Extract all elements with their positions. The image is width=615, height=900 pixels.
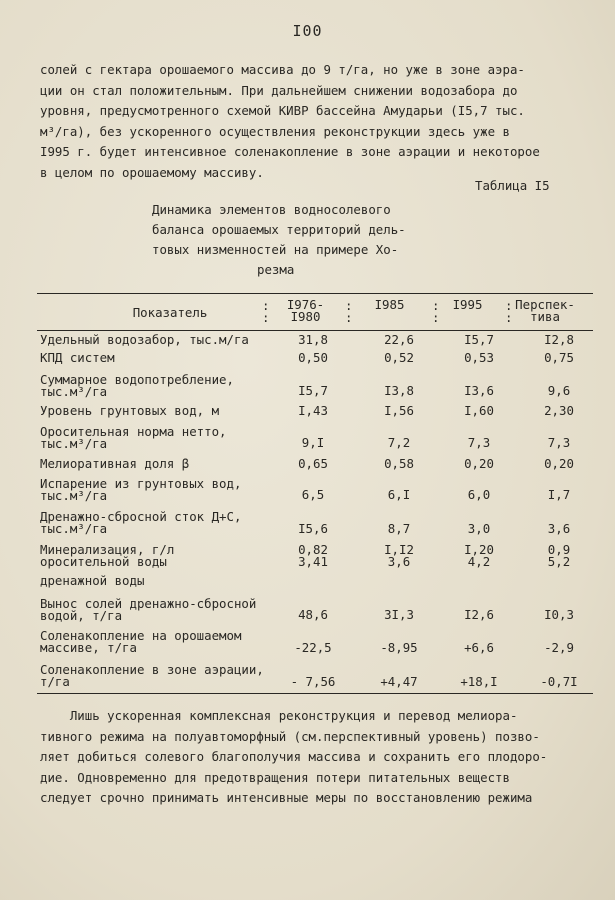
row-label-line: Вынос солей дренажно-сбросной [40,596,257,611]
cell-1995: I5,7 [464,332,494,347]
row-label [40,352,270,364]
cell-1976-1980: 6,5 [301,487,325,502]
row-label [40,426,270,449]
cell-1976-1980: I,43 [298,403,328,418]
row-label-line: Мелиоративная доля β [40,456,190,471]
cell-value: 5,2 [547,553,571,569]
text-line: дие. Одновременно для предотвращения потери питательных веществ [40,769,510,785]
row-label-line: Удельный водозабор, тыс.м/га [40,332,249,347]
cell-1985: 7,2 [387,435,411,450]
cell-1985: 0,58 [384,456,414,471]
cell-1995: 0,20 [464,456,494,471]
cell-1995: 3,0 [467,521,491,536]
column-separator: : : [432,298,440,325]
cell-value: I,20 [464,542,494,557]
cell-perspective: I2,8 [544,332,574,347]
cell-1985: 8,7 [387,521,411,536]
header-text: I985 [374,297,405,312]
row-label-line: Суммарное водопотребление, [40,372,234,387]
row-label-line: КПД систем [40,350,115,365]
cell-value: 3,6 [387,553,411,569]
row-label-line: массиве, т/га [40,639,137,655]
text-line: следует срочно принимать интенсивные меры по восстановлению режима [40,790,533,805]
header-1976-1980 [268,299,343,323]
row-label [40,630,270,653]
row-label-line: дренажной воды [40,573,145,588]
text-line: м³/га), без ускоренного осуществления реконструкции здесь уже в [40,123,510,139]
text-line: тивного режима на полуавтоморфный (см.перспективный уровень) позво- [40,728,540,744]
table-label: Таблица I5 [475,178,550,193]
row-label [40,511,270,534]
text-line: ции он стал положительным. При дальнейшем снижении водозабора до [40,82,518,98]
row-label [40,458,270,470]
cell-1985 [364,544,434,567]
row-label [40,405,270,417]
column-separator: : : [345,298,353,325]
table-title-line: Динамика элементов водносолевого [152,202,391,217]
cell-1995: I,60 [464,403,494,418]
text-line: уровня, предусмотренного схемой КИВР бассейна Амударьи (I5,7 тыс. [40,103,525,118]
row-label [40,334,270,346]
row-label-line: тыс.м³/га [40,435,108,451]
header-indicator: Показатель [132,305,208,320]
header-text: Перспек- [515,297,575,312]
cell-1985: 3I,3 [384,607,414,622]
cell-perspective: -0,7I [540,674,578,689]
table-title-line: резма [257,262,295,277]
header-perspective [505,299,585,323]
cell-perspective: -2,9 [544,640,574,655]
cell-perspective: 0,20 [544,456,574,471]
row-label-line: Уровень грунтовых вод, м [40,403,220,418]
table-header-rule [37,330,593,331]
cell-1976-1980: 31,8 [298,332,328,347]
table-bottom-rule [37,693,593,694]
cell-1995: I2,6 [464,607,494,622]
cell-1995: 6,0 [467,487,491,502]
cell-perspective: 0,75 [544,350,574,365]
cell-1995: 7,3 [467,435,491,450]
cell-1995: 0,53 [464,350,494,365]
header-text: I980 [290,309,321,324]
row-label [40,478,270,501]
cell-perspective: 7,3 [547,435,571,450]
row-label [40,598,270,621]
row-label [40,664,270,687]
cell-1976-1980 [278,544,348,567]
cell-perspective: 2,30 [544,403,574,418]
cell-1976-1980: 0,65 [298,456,328,471]
cell-perspective: I,7 [547,487,571,502]
cell-1976-1980: 9,I [301,435,325,450]
row-label-line: Испарение из грунтовых вод, [40,476,242,491]
cell-perspective: 3,6 [547,521,571,536]
cell-1976-1980: - 7,56 [290,674,336,689]
cell-1995: +6,6 [464,640,494,655]
row-label-line: т/га [40,673,70,689]
row-label-line: Дренажно-сбросной сток Д+С, [40,509,242,524]
cell-1985: -8,95 [380,640,418,655]
cell-1985: +4,47 [380,674,418,689]
row-label-line: тыс.м³/га [40,383,108,399]
cell-1976-1980: I5,7 [298,383,328,398]
cell-perspective [524,544,594,567]
intro-paragraph [40,60,595,183]
header-1985 [352,299,427,311]
row-label-line: Соленакопление в зоне аэрации, [40,662,264,677]
table-title-line: товых низменностей на примере Хо- [152,242,399,257]
cell-1985: I3,8 [384,383,414,398]
outro-paragraph [40,706,595,809]
text-line: ляет добиться солевого благополучия массива и сохранить его плодоро- [40,749,548,764]
column-separator: : : [262,298,270,325]
cell-1995: I3,6 [464,383,494,398]
row-label-line: оросительной воды [40,554,167,569]
cell-1976-1980: 48,6 [298,607,328,622]
cell-1976-1980: 0,50 [298,350,328,365]
cell-1995: +18,I [460,674,498,689]
table-top-rule [37,293,593,294]
cell-1976-1980: I5,6 [298,521,328,536]
cell-1985: I,56 [384,403,414,418]
cell-1976-1980: -22,5 [294,640,332,655]
cell-value: 4,2 [467,553,491,569]
column-separator: : : [505,298,513,325]
cell-1985: 22,6 [384,332,414,347]
page-number: I00 [292,22,323,40]
row-label-line: тыс.м³/га [40,487,108,503]
cell-1985: 6,I [387,487,411,502]
text-line: I995 г. будет интенсивное соленакопление в зоне аэрации и некоторое [40,144,540,159]
row-label-line: водой, т/га [40,607,123,623]
header-text: I995 [452,297,483,312]
row-label [40,544,270,587]
row-label-line: Соленакопление на орошаемом [40,628,242,643]
cell-perspective: 9,6 [547,383,571,398]
header-text: тива [530,309,560,324]
header-text: I976- [286,297,325,312]
text-line: в целом по орошаемому массиву. [40,164,264,180]
row-label-line: тыс.м³/га [40,520,108,536]
table-title [152,200,472,280]
cell-value: 0,9 [547,542,571,557]
header-1995 [430,299,505,311]
cell-value: I,I2 [384,542,414,557]
table-title-line: баланса орошаемых территорий дель- [152,222,406,237]
row-label [40,374,270,397]
text-line: солей с гектара орошаемого массива до 9 т/га, но уже в зоне аэра- [40,62,525,77]
row-label-line: Минерализация, г/л [40,542,175,557]
text-line: Лишь ускоренная комплексная реконструкция и перевод мелиора- [40,708,518,723]
cell-1995 [444,544,514,567]
cell-value: 0,82 [298,542,328,557]
cell-perspective: I0,3 [544,607,574,622]
cell-value: 3,41 [298,553,328,569]
cell-1985: 0,52 [384,350,414,365]
row-label-line: Оросительная норма нетто, [40,424,227,439]
